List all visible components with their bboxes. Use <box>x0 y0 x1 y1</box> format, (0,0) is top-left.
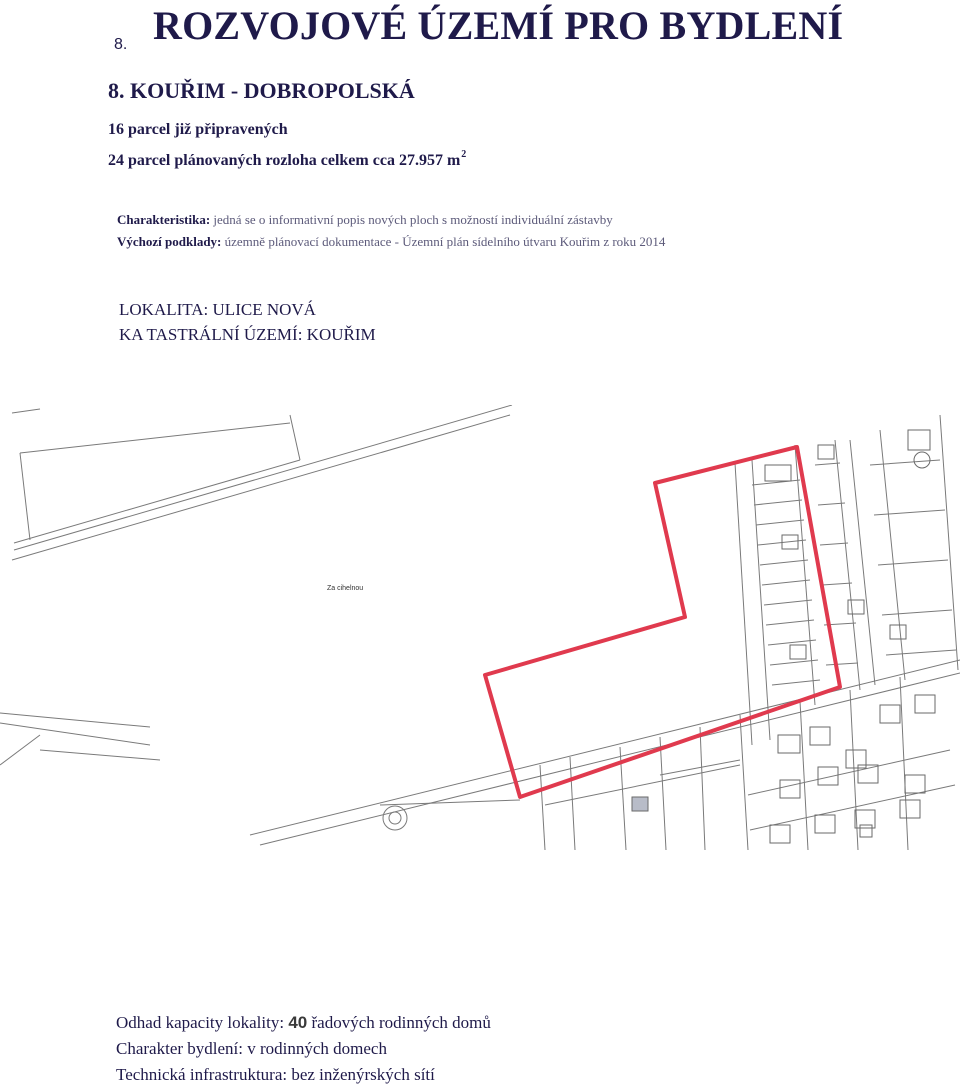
housing-type: Charakter bydlení: v rodinných domech <box>116 1039 387 1058</box>
infrastructure: Technická infrastruktura: bez inženýrských sítí <box>116 1065 435 1084</box>
characteristics-label: Charakteristika: <box>117 212 211 227</box>
map-place-label: Za cihelnou <box>327 585 364 592</box>
locality: LOKALITA: ULICE NOVÁ <box>119 300 316 319</box>
area-exponent: 2 <box>461 149 467 160</box>
capacity-suffix: řadových rodinných domů <box>311 1013 491 1032</box>
development-area-boundary <box>485 447 840 797</box>
capacity-prefix: Odhad kapacity lokality: <box>116 1013 285 1032</box>
characteristics-value: jedná se o informativní popis nových ploch s možností individuální zástavby <box>213 212 613 227</box>
cadastral-area: KA TASTRÁLNÍ ÚZEMÍ: KOUŘIM <box>119 325 376 344</box>
cadastral-map <box>0 405 960 850</box>
site-subtitle: 8. KOUŘIM - DOBROPOLSKÁ <box>108 78 415 103</box>
section-number: 8. <box>114 36 128 53</box>
sources-label: Výchozí podklady: <box>117 234 222 249</box>
sources <box>117 234 665 250</box>
parcels-planned-text: 24 parcel plánovaných rozloha celkem cca 27.957 m <box>108 152 461 169</box>
parcels-ready: 16 parcel již připravených <box>108 121 288 138</box>
page-title: ROZVOJOVÉ ÚZEMÍ PRO BYDLENÍ <box>153 3 844 48</box>
characteristics <box>117 212 613 228</box>
parcels-planned <box>108 149 466 170</box>
map-buildings <box>632 430 935 843</box>
map-linework <box>0 405 960 850</box>
sources-value: územně plánovací dokumentace - Územní plán sídelního útvaru Kouřim z roku 2014 <box>224 234 666 249</box>
capacity-estimate <box>116 1013 491 1033</box>
capacity-value: 40 <box>288 1013 308 1032</box>
